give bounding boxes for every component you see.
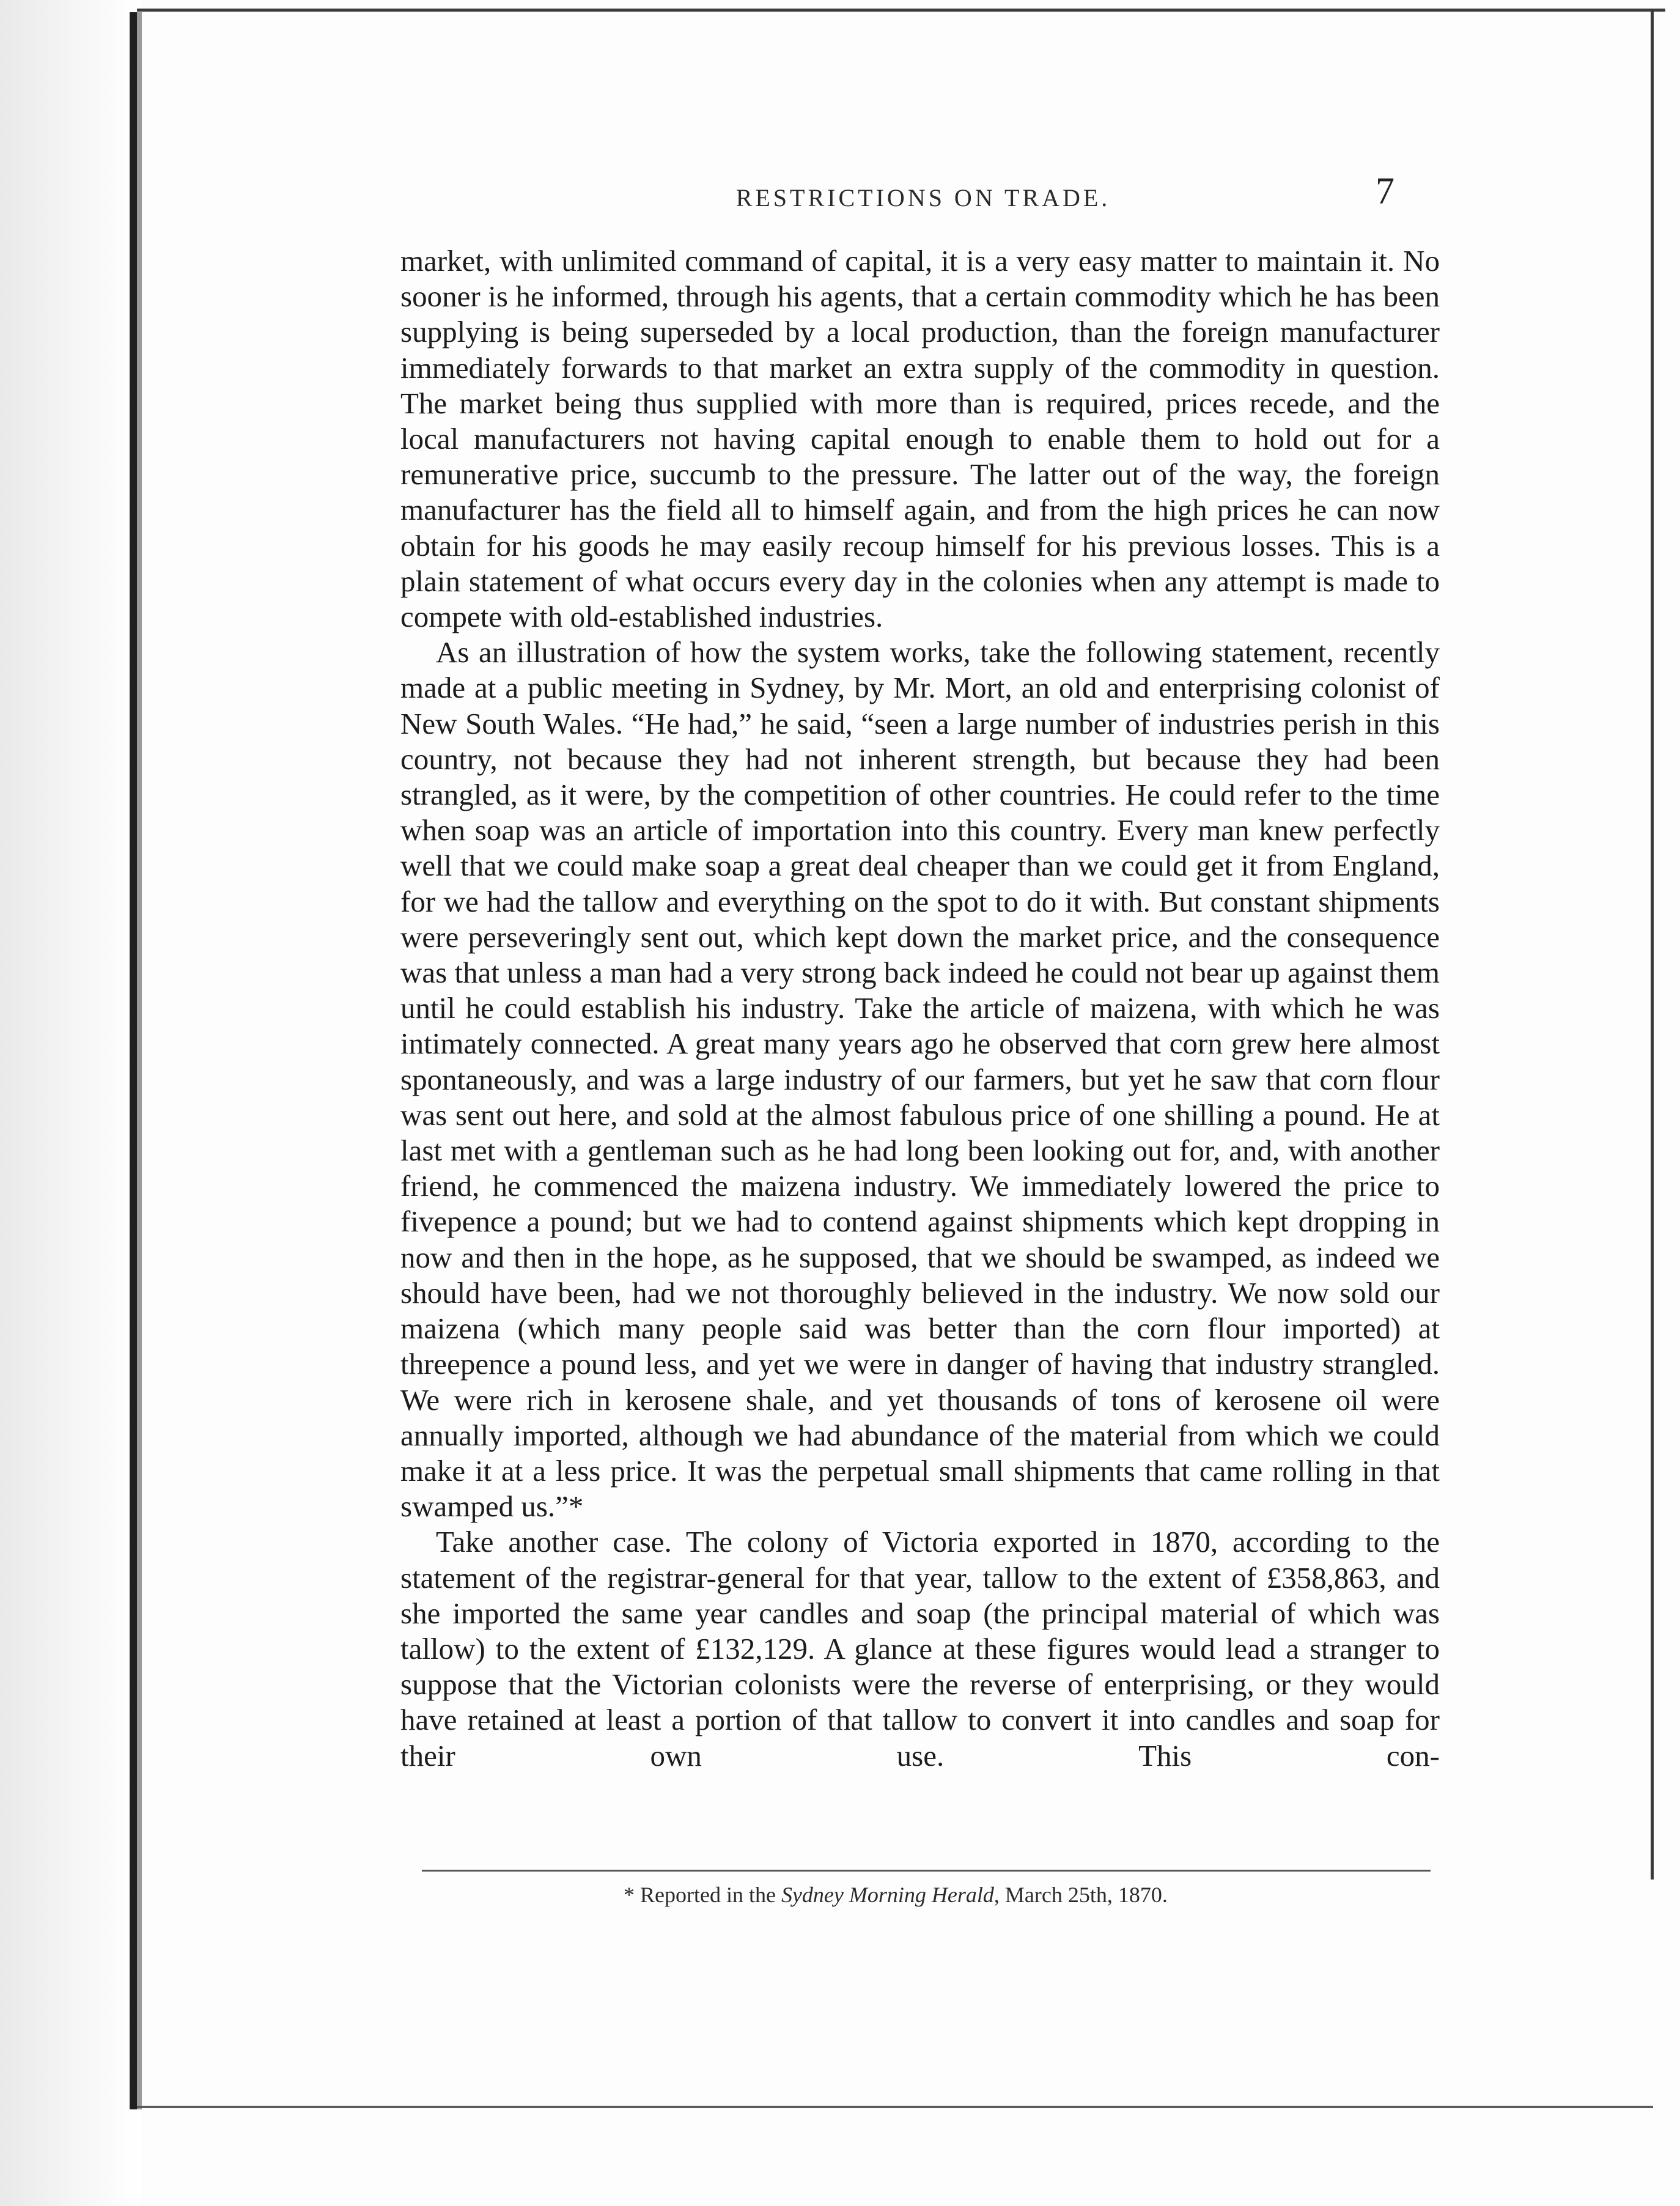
paragraph-victoria-case: Take another case. The colony of Victoria exported in 1870, according to the statement of the registrar-general for that year, tallow to the extent of £358,863, and she imported the same year candles and soap (the principal material of which was tallow) to the extent of £132,129. A glance at these figures would lead a stranger to suppose that the Victorian colonists were the reverse of enterprising, or they would have retained at least a portion of that tallow to convert it into candles and soap for their own use. This con- bbox=[400, 1525, 1440, 1773]
footnote-suffix: , March 25th, 1870. bbox=[993, 1883, 1168, 1907]
page-number: 7 bbox=[1376, 171, 1394, 212]
footnote-prefix: * Reported in the bbox=[624, 1883, 781, 1907]
footnote-rule bbox=[422, 1870, 1431, 1872]
footnote bbox=[624, 1882, 1168, 1908]
book-spine-shadow bbox=[137, 12, 142, 2109]
body-text bbox=[400, 243, 1440, 1774]
facing-page-edge bbox=[0, 0, 141, 2206]
book-spine-line bbox=[130, 12, 137, 2109]
page-top-edge bbox=[137, 9, 1665, 12]
running-head: RESTRICTIONS ON TRADE. bbox=[735, 184, 1111, 212]
footnote-newspaper-title: Sydney Morning Herald bbox=[781, 1883, 994, 1907]
page-bottom-edge bbox=[137, 2106, 1653, 2108]
page-right-edge bbox=[1651, 9, 1654, 1880]
paragraph-continuation: market, with unlimited command of capital, it is a very easy matter to maintain it. No sooner is he informed, through his agents, that a certain commodity which he has been supplying is being superseded by a local production, than the foreign manufacturer immediately forwards to that market an extra supply of the commodity in question. The market being thus supplied with more than is required, prices recede, and the local manufacturers not having capital enough to enable them to hold out for a remunerative price, succumb to the pressure. The latter out of the way, the foreign manufacturer has the field all to himself again, and from the high prices he can now obtain for his goods he may easily recoup himself for his previous losses. This is a plain statement of what occurs every day in the colonies when any attempt is made to compete with old-established industries. bbox=[400, 244, 1440, 634]
paragraph-mort-quote: As an illustration of how the system works, take the following statement, recently made at a public meeting in Sydney, by Mr. Mort, an old and enterprising colonist of New South Wales. “He had,” he said, “seen a large number of industries perish in this country, not because they had not inherent strength, but because they had been strangled, as it were, by the competition of other countries. He could refer to the time when soap was an article of importation into this country. Every man knew perfectly well that we could make soap a great deal cheaper than we could get it from England, for we had the tallow and everything on the spot to do it with. But constant shipments were perseveringly sent out, which kept down the market price, and the consequence was that unless a man had a very strong back indeed he could not bear up against them until he could establish his industry. Take the article of maizena, with which he was intimately connected. A great many years ago he observed that corn grew here almost spontaneously, and was a large industry of our farmers, but yet he saw that corn flour was sent out here, and sold at the almost fabulous price of one shilling a pound. He at last met with a gentleman such as he had long been looking out for, and, with another friend, he commenced the maizena industry. We immediately lowered the price to fivepence a pound; but we had to contend against shipments which kept dropping in now and then in the hope, as he supposed, that we should be swamped, as indeed we should have been, had we not thoroughly believed in the industry. We now sold our maizena (which many people said was better than the corn flour imported) at threepence a pound less, and yet we were in danger of having that industry strangled. We were rich in kerosene shale, and yet thousands of tons of kerosene oil were annually imported, although we had abundance of the material from which we could make it at a less price. It was the perpetual small shipments that came rolling in that swamped us.”* bbox=[400, 635, 1440, 1524]
